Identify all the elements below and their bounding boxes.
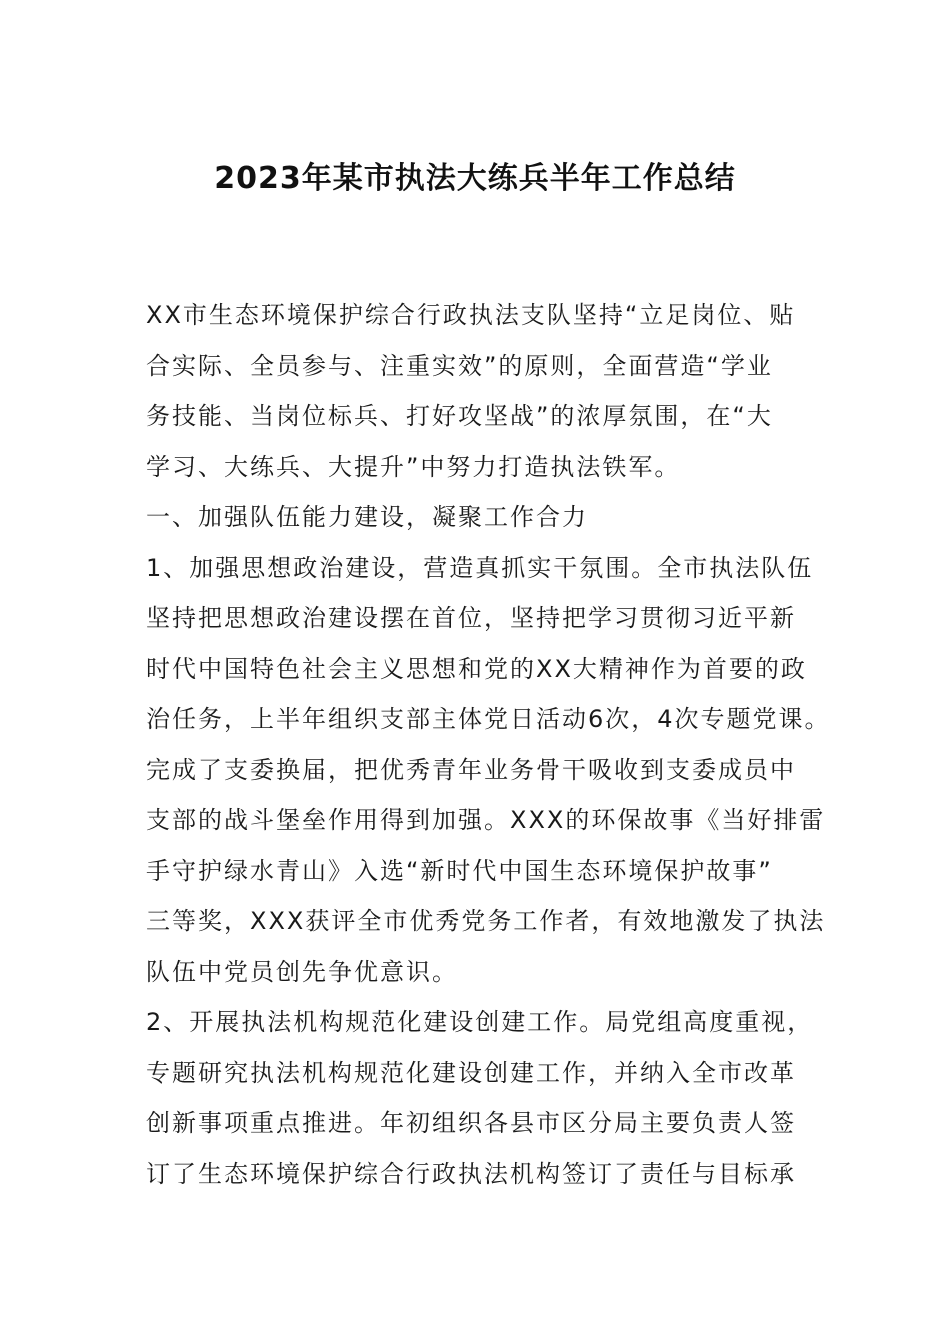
body-line: 专题研究执法机构规范化建设创建工作，并纳入全市改革 bbox=[146, 1058, 796, 1087]
body-line: 1、加强思想政治建设，营造真抓实干氛围。全市执法队伍 bbox=[146, 553, 814, 582]
body-line: 务技能、当岗位标兵、打好攻坚战”的浓厚氛围，在“大 bbox=[146, 402, 773, 430]
body-line: 手守护绿水青山》入选“新时代中国生态环境保护故事” bbox=[146, 856, 773, 885]
body-line: 创新事项重点推进。年初组织各县市区分局主要负责人签 bbox=[146, 1109, 796, 1137]
body-line: 完成了支委换届，把优秀青年业务骨干吸收到支委成员中 bbox=[146, 755, 796, 784]
document-body bbox=[146, 290, 846, 1199]
body-line: 支部的战斗堡垒作用得到加强。XXX的环保故事《当好排雷 bbox=[146, 806, 826, 834]
body-line: 订了生态环境保护综合行政执法机构签订了责任与目标承 bbox=[146, 1159, 796, 1188]
body-line: 治任务，上半年组织支部主体党日活动6次，4次专题党课。 bbox=[146, 705, 831, 733]
body-line: 合实际、全员参与、注重实效”的原则，全面营造“学业 bbox=[146, 351, 773, 380]
body-line: 学习、大练兵、大提升”中努力打造执法铁军。 bbox=[146, 452, 681, 481]
body-line: 2、开展执法机构规范化建设创建工作。局党组高度重视， bbox=[146, 1008, 814, 1036]
body-line: 坚持把思想政治建设摆在首位，坚持把学习贯彻习近平新 bbox=[146, 604, 796, 632]
body-line: XX市生态环境保护综合行政执法支队坚持“立足岗位、贴 bbox=[146, 301, 796, 329]
body-line: 队伍中党员创先争优意识。 bbox=[146, 957, 458, 986]
document-title: 2023年某市执法大练兵半年工作总结 bbox=[214, 161, 736, 196]
section-heading: 一、加强队伍能力建设，凝聚工作合力 bbox=[146, 503, 588, 531]
body-line: 时代中国特色社会主义思想和党的XX大精神作为首要的政 bbox=[146, 654, 807, 683]
body-line: 三等奖，XXX获评全市优秀党务工作者，有效地激发了执法 bbox=[146, 907, 826, 935]
